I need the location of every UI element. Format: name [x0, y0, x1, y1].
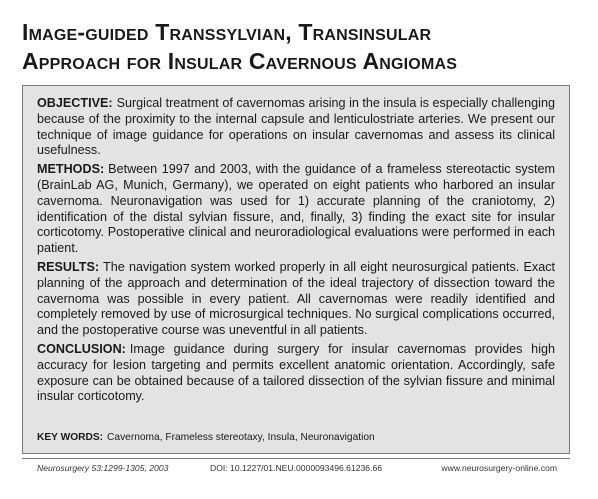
methods-text: Between 1997 and 2003, with the guidance of a frameless stereotactic system (BrainLab AG, Munich, Germany), we operated on eight patients who harbored an insular cavernoma. Neuronavigation was used for 1) accurate planning of the craniotomy, 2) identification of the distal sylvian fissure, and, finally, 3) finding the exact site for insular corticotomy. Postoperative clinical and neuroradiological evaluations were performed in each patient.	[37, 162, 555, 256]
methods-section	[37, 162, 555, 257]
article-title-line-2: Approach for Insular Cavernous Angiomas	[22, 48, 458, 74]
methods-label: METHODS:	[37, 162, 105, 177]
article-title	[22, 18, 582, 76]
conclusion-label: CONCLUSION:	[37, 341, 126, 356]
objective-label: OBJECTIVE:	[37, 96, 113, 110]
article-title-line-1: Image-guided Transsylvian, Transinsular	[22, 19, 432, 45]
doi-text: DOI: 10.1227/01.NEU.0000093496.61236.66	[210, 463, 383, 473]
conclusion-section	[37, 342, 555, 405]
results-text: The navigation system worked properly in all eight neurosurgical patients. Exact planning of the approach and determination of the ideal trajectory of dissection toward the cavernoma was possible in every patient. All cavernomas were readily identified and completely removed by use of microsurgical techniques. No surgical complications occurred, and the postoperative course was uneventful in all patients.	[37, 259, 555, 338]
keywords-label: KEY WORDS:	[37, 432, 104, 443]
abstract-box	[22, 85, 570, 454]
results-label: RESULTS:	[37, 259, 100, 274]
objective-text: Surgical treatment of cavernomas arising in the insula is especially challenging because of the proximity to the internal capsule and lenticulostriate arteries. We present our technique of image guidance for operations on insular cavernomas and assess its clinical usefulness.	[37, 96, 555, 158]
conclusion-text: Image guidance during surgery for insular cavernomas provides high accuracy for lesion targeting and permits excellent anatomic orientation. Accordingly, safe exposure can be obtained because of a tailored dissection of the sylvian fissure and minimal insular corticotomy.	[37, 341, 555, 404]
objective-section	[37, 96, 555, 159]
footer-divider	[22, 458, 570, 459]
results-section	[37, 260, 555, 339]
journal-citation: Neurosurgery 53:1299-1305, 2003	[37, 463, 169, 473]
journal-website-link[interactable]: www.neurosurgery-online.com	[441, 463, 557, 473]
keywords-line	[37, 431, 375, 445]
keywords-text: Cavernoma, Frameless stereotaxy, Insula, Neuronavigation	[107, 432, 375, 443]
